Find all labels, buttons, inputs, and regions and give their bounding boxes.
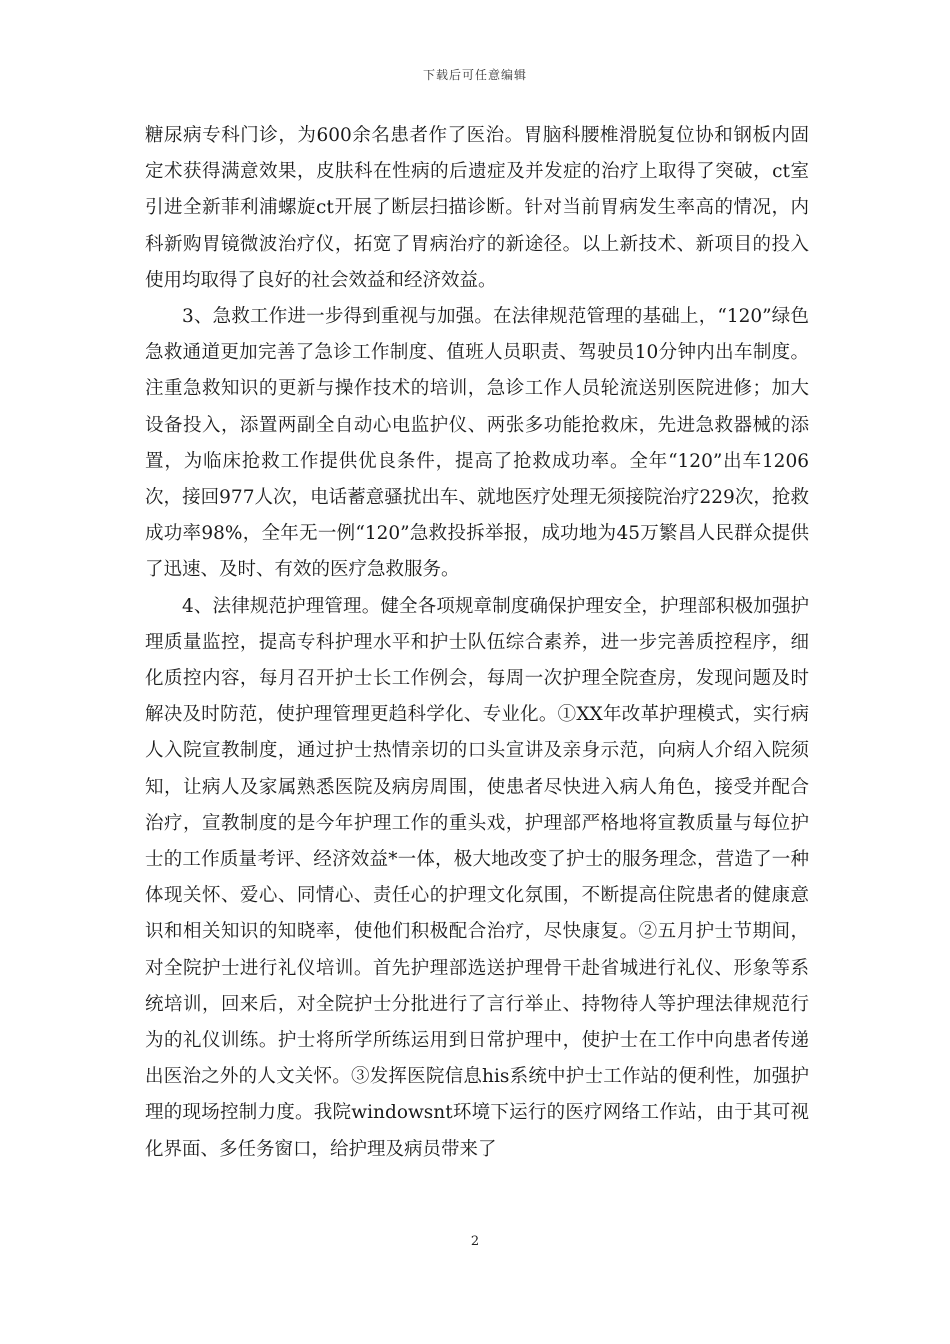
paragraph-nursing-management: 4、法律规范护理管理。健全各项规章制度确保护理安全，护理部积极加强护理质量监控，提高专科护理水平和护士队伍综合素养，进一步完善质控程序，细化质控内容，每月召开护士长工作例会，每周一次护理全院查房，发现问题及时解决及时防范，使护理管理更趋科学化、专业化。①XX年改革护理模式，实行病人入院宣教制度，通过护士热情亲切的口头宣讲及亲身示范，向病人介绍入院须知，让病人及家属熟悉医院及病房周围，使患者尽快进入病人角色，接受并配合治疗，宣教制度的是今年护理工作的重头戏，护理部严格地将宣教质量与每位护士的工作质量考评、经济效益*一体，极大地改变了护士的服务理念，营造了一种体现关怀、爱心、同情心、责任心的护理文化氛围，不断提高住院患者的健康意识和相关知识的知晓率，使他们积极配合治疗，尽快康复。②五月护士节期间，对全院护士进行礼仪培训。首先护理部选送护理骨干赴省城进行礼仪、形象等系统培训，回来后，对全院护士分批进行了言行举止、持物待人等护理法律规范行为的礼仪训练。护士将所学所练运用到日常护理中，使护士在工作中向患者传递出医治之外的人文关怀。③发挥医院信息his系统中护士工作站的便利性，加强护理的现场控制力度。我院windowsnt环境下运行的医疗网络工作站，由于其可视化界面、多任务窗口，给护理及病员带来了 [145,595,809,1160]
page-number: 2 [470,1234,480,1249]
document-body [145,118,809,1168]
page-header: 下载后可任意编辑 [422,68,527,82]
paragraph-emergency-work: 3、急救工作进一步得到重视与加强。在法律规范管理的基础上，“120”绿色急救通道更加完善了急诊工作制度、值班人员职责、驾驶员10分钟内出车制度。注重急救知识的更新与操作技术的培训，急诊工作人员轮流送别医院进修；加大设备投入，添置两副全自动心电监护仪、两张多功能抢救床，先进急救器械的添置，为临床抢救工作提供优良条件，提高了抢救成功率。全年“120”出车1206次，接回977人次，电话蓄意骚扰出车、就地医疗处理无须接院治疗229次，抢救成功率98%，全年无一例“120”急救投拆举报，成功地为45万繁昌人民群众提供了迅速、及时、有效的医疗急救服务。 [145,306,809,581]
paragraph-continuation: 糖尿病专科门诊，为600余名患者作了医治。胃脑科腰椎滑脱复位协和钢板内固定术获得满意效果，皮肤科在性病的后遗症及并发症的治疗上取得了突破，ct室引进全新菲利浦螺旋ct开展了断层扫描诊断。针对当前胃病发生率高的情况，内科新购胃镜微波治疗仪，拓宽了胃病治疗的新途径。以上新技术、新项目的投入使用均取得了良好的社会效益和经济效益。 [145,125,809,291]
